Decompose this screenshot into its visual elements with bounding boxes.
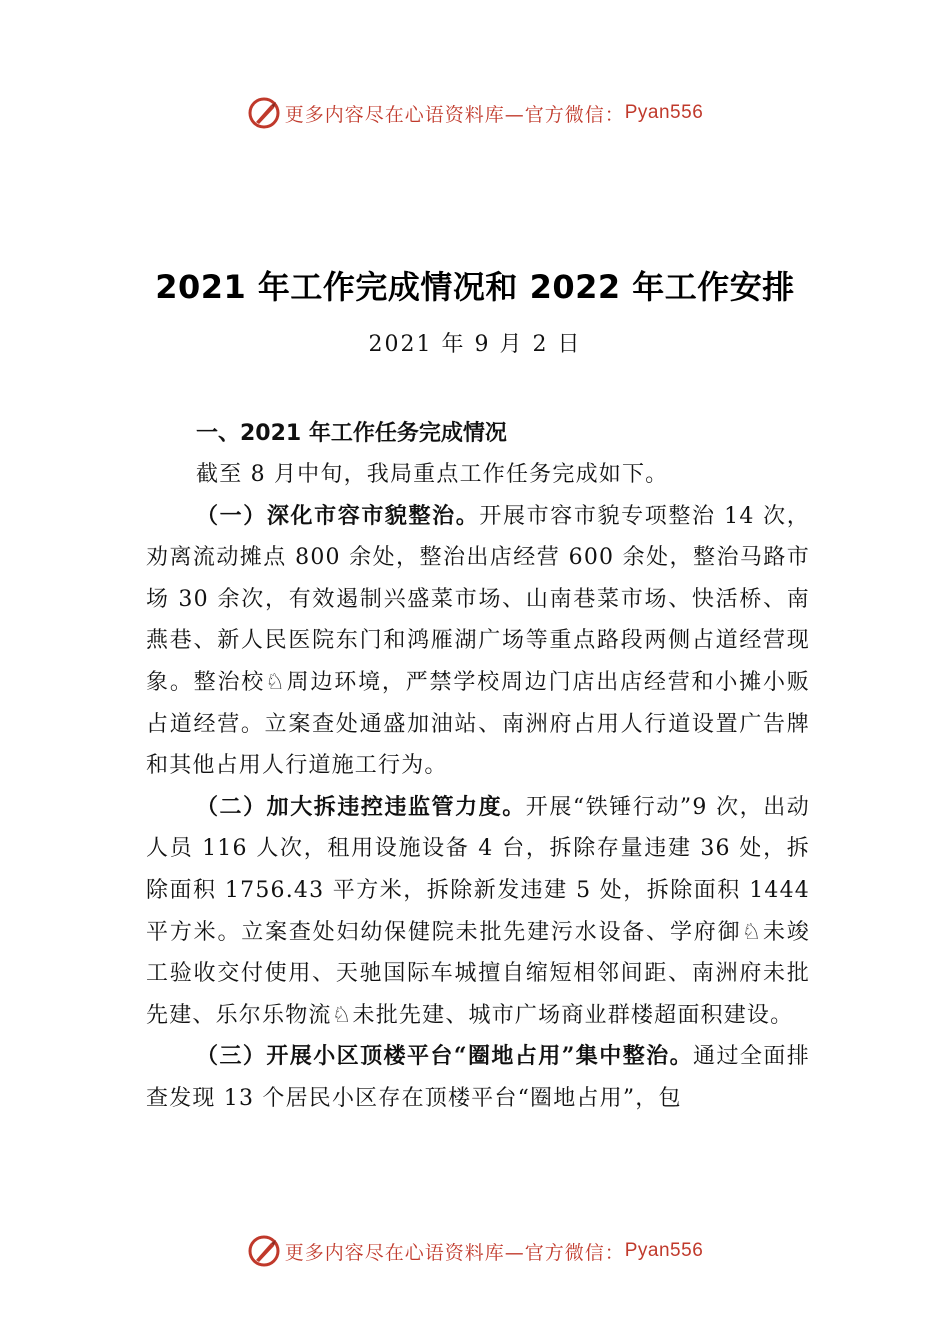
item-body: 开展市容市貌专项整治 14 次，劝离流动摊点 800 余处，整治出店经营 600 余处，整治马路市场 30 余次，有效遏制兴盛菜市场、山南巷菜市场、快活桥、南燕巷、新人民医院东门和鸿雁湖广场等重点路段两侧占道经营现象。整治校♘周边环境，严禁学校周边门店出店经营和小摊小贩占道经营。立案查处通盛加油站、南洲府占用人行道设置广告牌和其他占用人行道施工行为。 [146, 503, 810, 779]
watermark-header [0, 96, 950, 130]
document-body [146, 414, 810, 1120]
watermark-text: 更多内容尽在心语资料库 [284, 103, 505, 126]
item-lead: （三）开展小区顶楼平台“圈地占用”集中整治。 [196, 1043, 694, 1070]
item-paragraph [146, 787, 810, 1037]
item-body: 通过全面排查发现 13 个居民小区存在顶楼平台“圈地占用”，包 [146, 1044, 810, 1111]
watermark-wechat-id: Pyan556 [624, 102, 704, 123]
document-title: 2021 年工作完成情况和 2022 年工作安排 [155, 268, 795, 306]
watermark-separator: —官方微信： [504, 1241, 625, 1264]
watermark-wechat-id: Pyan556 [624, 1240, 704, 1261]
document-date: 2021 年 9 月 2 日 [368, 332, 582, 357]
quill-logo-icon [247, 1234, 281, 1268]
section-heading: 一、2021 年工作任务完成情况 [196, 421, 507, 446]
item-paragraph [146, 496, 810, 787]
quill-logo-icon [247, 96, 281, 130]
item-paragraph [146, 1036, 810, 1119]
item-lead: （一）深化市容市貌整治。 [196, 502, 480, 529]
item-body: 开展“铁锤行动”9 次，出动人员 116 人次，租用设施设备 4 台，拆除存量违建 36 处，拆除面积 1756.43 平方米，拆除新发违建 5 处，拆除面积 1444 平方米。立案查处妇幼保健院未批先建污水设备、学府御♘未竣工验收交付使用、天驰国际车城擅自缩短相邻间距、南洲府未批先建、乐尔乐物流♘未批先建、城市广场商业群楼超面积建设。 [146, 794, 810, 1028]
watermark-footer [0, 1234, 950, 1268]
watermark-separator: —官方微信： [504, 103, 625, 126]
watermark-text: 更多内容尽在心语资料库 [284, 1241, 505, 1264]
section-intro: 截至 8 月中旬，我局重点工作任务完成如下。 [196, 462, 669, 487]
item-lead: （二）加大拆违控违监管力度。 [196, 793, 526, 820]
